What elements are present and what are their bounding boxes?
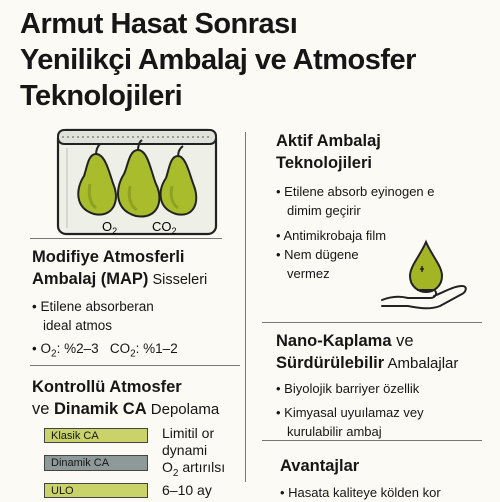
title-line-1: Armut Hasat Sonrası xyxy=(20,8,298,40)
title-line-2: Yenilikçi Ambalaj ve Atmosfer xyxy=(20,44,416,76)
divider-right-1 xyxy=(262,322,482,323)
ca-section xyxy=(32,376,247,421)
advantages-section xyxy=(280,455,495,502)
active-bullet-2: • Antimikrobaja film xyxy=(276,226,491,245)
map-section xyxy=(32,246,242,364)
ca-box-ulo: ULO xyxy=(44,483,148,498)
bag-gas-o2: $O_2$ xyxy=(102,219,118,236)
hand-icon xyxy=(382,286,466,308)
page-title xyxy=(20,6,490,114)
map-gas-values: • $O_2$: %2–3 $CO_2$: %1–2 xyxy=(32,339,242,364)
advantages-heading: Avantajlar xyxy=(280,457,360,475)
droplet-icon xyxy=(410,242,442,292)
droplet-hand-illustration xyxy=(378,238,478,310)
ca-box-dinamik: Dinamik CA xyxy=(44,455,148,471)
nano-bullet-1: • Biyolojik barriyer özellik xyxy=(276,379,491,398)
ca-heading: Kontrollü Atmosfer ve Dinamik CA Depolama xyxy=(32,378,220,418)
map-heading: Modifiye Atmosferli Ambalaj (MAP) Sisseleri xyxy=(32,248,208,288)
nano-bullet-2: • Kimyasal uyuılamaz vey kurulabilir ambaj xyxy=(276,403,491,441)
divider-left-2 xyxy=(30,365,240,366)
pear-bag-illustration xyxy=(52,124,222,236)
active-bullet-1: • Etilene absorb eyinogen e dimim geçirir xyxy=(276,182,491,220)
advantages-bullet-1: • Hasata kaliteye kölden kor xyxy=(280,483,495,502)
title-line-3: Teknolojileri xyxy=(20,80,183,112)
active-section xyxy=(276,130,491,245)
active-heading: Aktif Ambalaj Teknolojileri xyxy=(276,132,381,172)
bag-gas-co2: $CO_2$ xyxy=(152,219,177,236)
active-bullet-3: • Nem dügene vermez xyxy=(276,247,359,281)
map-bullet-1: • Etilene absorberan ideal atmos xyxy=(32,297,242,335)
ca-box-klasik: Klasik CA xyxy=(44,428,148,443)
nano-heading: Nano-Kaplama ve Sürdürülebilir Ambalajlar xyxy=(276,332,459,372)
divider-left-1 xyxy=(30,238,222,239)
nano-section xyxy=(276,330,491,441)
ca-note: Limitil or dynami $O_2$ artırılsı 6–10 ay xyxy=(162,425,226,498)
